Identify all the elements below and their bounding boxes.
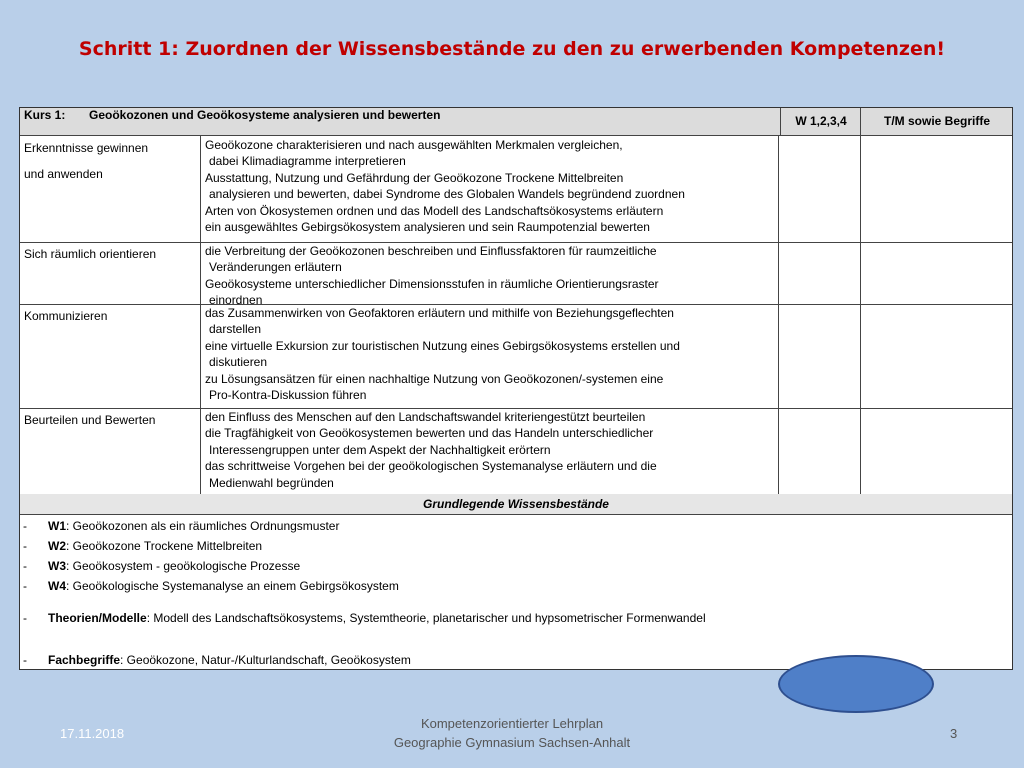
expectation-cell (200, 304, 778, 408)
expectation-cell (200, 408, 778, 494)
competence-cell (20, 408, 201, 494)
competence-label: und anwenden (24, 167, 103, 181)
competence-label: Kommunizieren (24, 309, 108, 323)
expectation-line: die Tragfähigkeit von Geoökosystemen bewerten und das Handeln unterschiedlicher (205, 426, 654, 441)
expectation-line: einordnen (209, 293, 263, 308)
list-item (20, 557, 1000, 575)
table-row (20, 304, 1012, 409)
list-key: Theorien/Modelle (48, 611, 147, 625)
expectation-line: Geoökosysteme unterschiedlicher Dimensionsstufen in räumliche Orientierungsraster (205, 276, 659, 291)
expectation-line: diskutieren (209, 355, 268, 370)
list-description: : Geoökozone, Natur-/Kulturlandschaft, Geoökosystem (120, 653, 411, 667)
list-item (20, 609, 1000, 627)
list-key: W1 (48, 519, 66, 533)
expectation-line: Arten von Ökosystemen ordnen und das Modell des Landschaftsökosystems erläutern (205, 203, 664, 218)
list-description: : Geoökosystem - geoökologische Prozesse (66, 559, 301, 573)
expectation-line: Interessengruppen unter dem Aspekt der Nachhaltigkeit erörtern (209, 442, 551, 457)
expectation-line: dabei Klimadiagramme interpretieren (209, 154, 406, 169)
list-text (48, 557, 300, 575)
list-dash: - (23, 611, 27, 625)
w-cell (778, 136, 861, 242)
list-key: W2 (48, 539, 66, 553)
list-dash: - (23, 579, 27, 593)
course-number: Kurs 1: (24, 108, 66, 122)
table-row (20, 136, 1012, 243)
expectation-line: Ausstattung, Nutzung und Gefährdung der Geoökozone Trockene Mittelbreiten (205, 170, 624, 185)
list-item (20, 517, 1000, 535)
list-text (48, 537, 262, 555)
footer-center (320, 714, 704, 752)
list-description: : Geoökologische Systemanalyse an einem Gebirgsökosystem (66, 579, 399, 593)
expectation-line: darstellen (209, 322, 262, 337)
w-cell (778, 408, 861, 494)
expectation-line: zu Lösungsansätzen für einen nachhaltige Nutzung von Geoökozonen/-systemen eine (205, 371, 664, 386)
slide-title: Schritt 1: Zuordnen der Wissensbestände zu den zu erwerbenden Kompetenzen! (78, 38, 946, 60)
list-description: : Geoökozonen als ein räumliches Ordnungsmuster (66, 519, 340, 533)
list-item (20, 537, 1000, 555)
expectation-line: analysieren und bewerten, dabei Syndrome des Globalen Wandels begründend zuordnen (209, 187, 685, 202)
expectation-line: das schrittweise Vorgehen bei der geoökologischen Systemanalyse erläutern und die (205, 459, 657, 474)
expectation-line: Geoökozone charakterisieren und nach ausgewählten Merkmalen vergleichen, (205, 138, 623, 152)
competence-label: Sich räumlich orientieren (24, 247, 157, 261)
list-key: W3 (48, 559, 66, 573)
w-cell (778, 304, 861, 408)
list-text (48, 577, 399, 595)
expectation-cell (200, 136, 778, 242)
table-row (20, 242, 1012, 308)
w-column-header: W 1,2,3,4 (780, 108, 861, 135)
expectation-line: eine virtuelle Exkursion zur touristischen Nutzung eines Gebirgsökosystems erstellen und (205, 338, 680, 353)
course-title: Geoökozonen und Geoökosysteme analysieren und bewerten (89, 108, 441, 122)
tm-cell (860, 304, 1013, 408)
tm-cell (860, 242, 1013, 304)
page-number: 3 (950, 726, 958, 741)
tm-cell (860, 136, 1013, 242)
tm-cell (860, 408, 1013, 494)
list-text (48, 651, 411, 669)
competence-label: Beurteilen und Bewerten (24, 413, 156, 427)
expectation-line: Medienwahl begründen (209, 475, 334, 490)
table-row (20, 408, 1012, 495)
footer-line-2: Geographie Gymnasium Sachsen-Anhalt (393, 735, 631, 750)
list-dash: - (23, 653, 27, 667)
list-description: : Modell des Landschaftsökosystems, Systemtheorie, planetarischer und hypsometrischer Formenwandel (146, 611, 706, 625)
list-dash: - (23, 559, 27, 573)
list-key: W4 (48, 579, 66, 593)
footer-line-1: Kompetenzorientierter Lehrplan (420, 716, 604, 731)
competence-label: Erkenntnisse gewinnen (24, 141, 149, 155)
competence-cell (20, 136, 201, 242)
footer-date: 17.11.2018 (60, 726, 125, 741)
competence-table (19, 107, 1013, 670)
list-dash: - (23, 539, 27, 553)
competence-cell (20, 304, 201, 408)
list-text (48, 517, 339, 535)
grundlegende-header: Grundlegende Wissensbestände (20, 494, 1012, 515)
expectation-line: ein ausgewähltes Gebirgsökosystem analysieren und sein Raumpotenzial bewerten (205, 220, 650, 235)
w-cell (778, 242, 861, 304)
expectation-line: den Einfluss des Menschen auf den Landschaftswandel kriteriengestützt beurteilen (205, 410, 646, 424)
list-key: Fachbegriffe (48, 653, 121, 667)
list-description: : Geoökozone Trockene Mittelbreiten (66, 539, 263, 553)
list-text (48, 609, 706, 627)
list-item (20, 577, 1000, 595)
expectation-cell (200, 242, 778, 308)
tm-column-header: T/M sowie Begriffe (860, 108, 1013, 135)
expectation-line: das Zusammenwirken von Geofaktoren erläutern und mithilfe von Beziehungsgeflechten (205, 306, 674, 320)
expectation-line: Pro-Kontra-Diskussion führen (209, 388, 367, 403)
blue-oval-shape (778, 655, 934, 713)
expectation-line: die Verbreitung der Geoökozonen beschreiben und Einflussfaktoren für raumzeitliche (205, 244, 657, 258)
expectation-line: Veränderungen erläutern (209, 260, 342, 275)
list-dash: - (23, 519, 27, 533)
competence-cell (20, 242, 201, 304)
table-header-row (20, 108, 1012, 136)
